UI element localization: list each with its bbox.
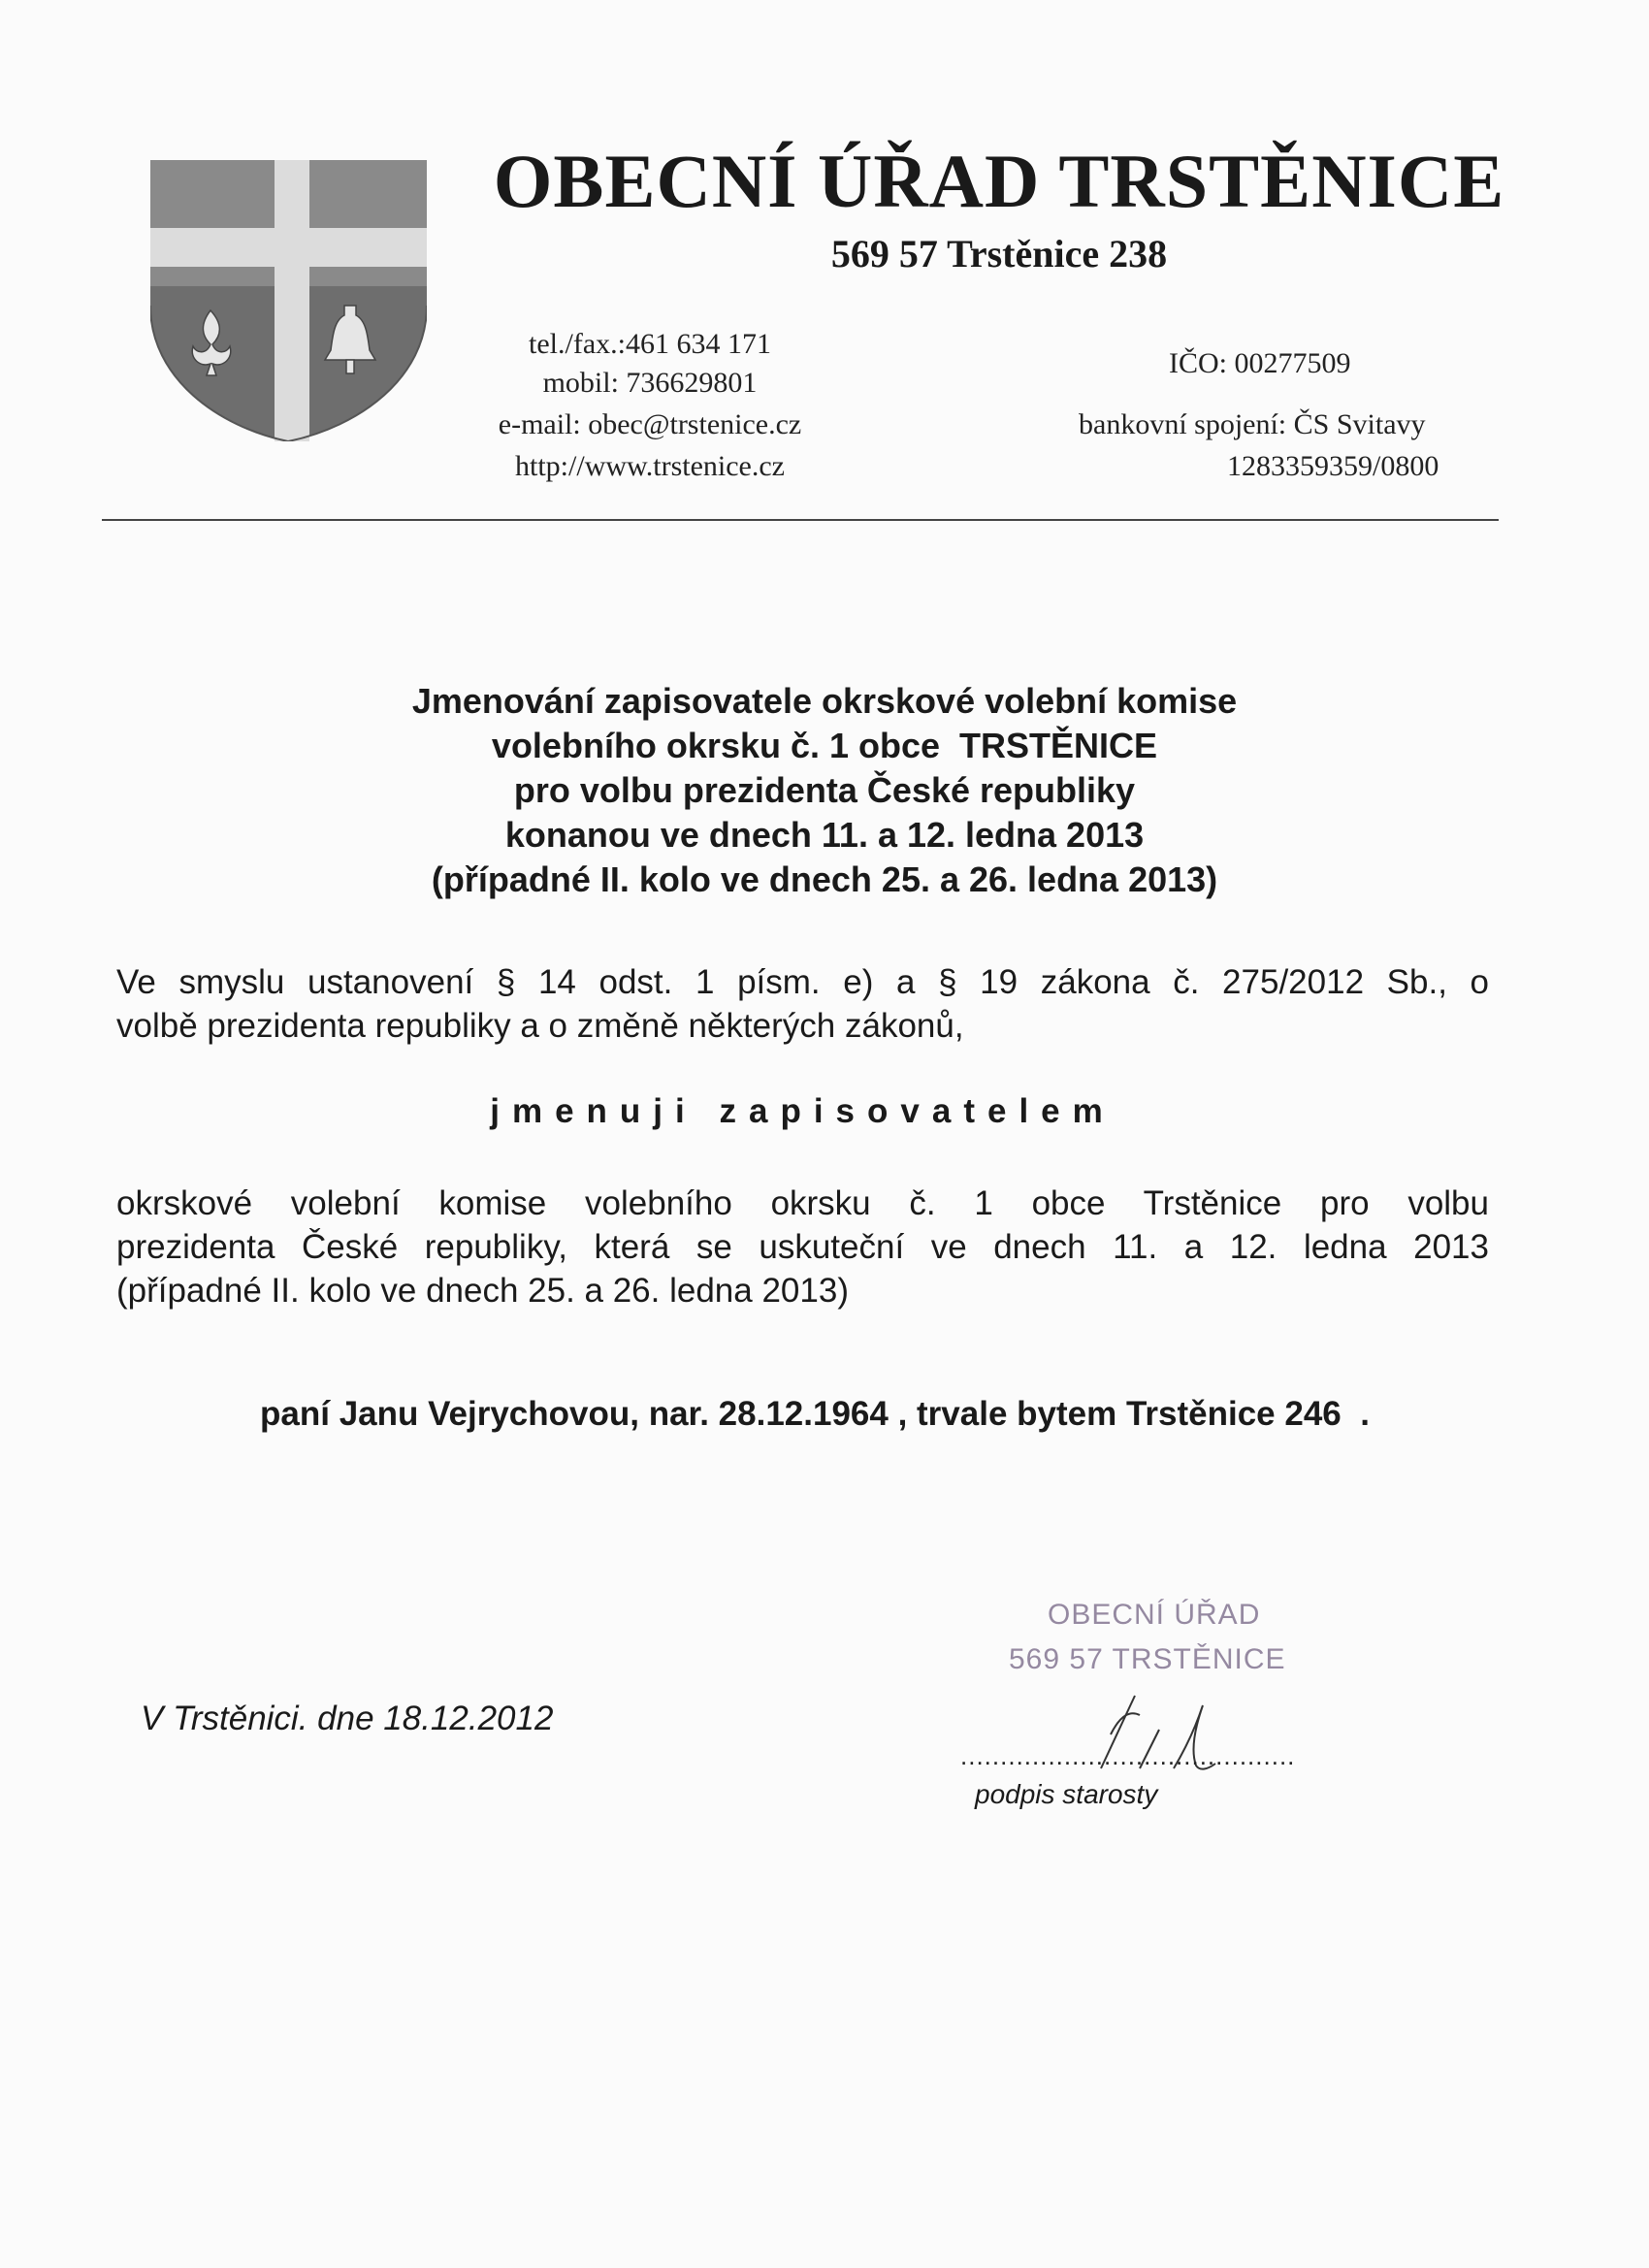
office-name: OBECNÍ ÚŘAD TRSTĚNICE	[493, 139, 1505, 223]
contact-website: http://www.trstenice.cz	[515, 450, 785, 482]
title-line: konanou ve dnech 11. a 12. ledna 2013	[504, 815, 1145, 855]
signature-line: ..........................................	[960, 1741, 1296, 1770]
commission-line: okrskové volební komise volebního okrsku č. 1 obce Trstěnice pro volbu	[116, 1184, 1489, 1222]
header-divider	[102, 519, 1499, 521]
appoint-heading: jmenuji zapisovatelem	[490, 1092, 1116, 1130]
commission-line: prezidenta České republiky, která se uskuteční ve dnech 11. a 12. ledna 2013	[116, 1228, 1489, 1266]
title-line: (případné II. kolo ve dnech 25. a 26. ledna 2013)	[431, 859, 1218, 899]
commission-paragraph	[116, 1182, 1489, 1312]
stamp-line: 569 57 TRSTĚNICE	[1009, 1643, 1286, 1675]
municipal-crest-logo	[150, 160, 427, 441]
bank-label: bankovní spojení: ČS Svitavy	[1079, 408, 1426, 440]
appointee-details: paní Janu Vejrychovou, nar. 28.12.1964 , trvale bytem Trstěnice 246 .	[260, 1395, 1370, 1433]
contact-mobile: mobil: 736629801	[542, 367, 758, 399]
contact-phone: tel./fax.:461 634 171	[529, 328, 771, 360]
ico-number: IČO: 00277509	[1169, 347, 1351, 379]
intro-line: volbě prezidenta republiky a o změně některých zákonů,	[116, 1007, 964, 1045]
place-and-date: V Trstěnici. dne 18.12.2012	[141, 1700, 554, 1737]
title-line: pro volbu prezidenta České republiky	[513, 770, 1136, 810]
contact-email: e-mail: obec@trstenice.cz	[498, 408, 802, 440]
intro-paragraph	[116, 960, 1489, 1048]
office-address: 569 57 Trstěnice 238	[830, 232, 1168, 275]
title-line: Jmenování zapisovatele okrskové volební komise	[411, 681, 1238, 721]
title-line: volebního okrsku č. 1 obce TRSTĚNICE	[491, 726, 1158, 765]
document-title	[136, 679, 1513, 902]
commission-line: (případné II. kolo ve dnech 25. a 26. ledna 2013)	[116, 1272, 849, 1310]
signature-label: podpis starosty	[975, 1779, 1158, 1809]
stamp-line: OBECNÍ ÚŘAD	[1048, 1599, 1261, 1631]
bank-account: 1283359359/0800	[1227, 450, 1439, 482]
intro-line: Ve smyslu ustanovení § 14 odst. 1 písm. e) a § 19 zákona č. 275/2012 Sb., o	[116, 963, 1489, 1001]
